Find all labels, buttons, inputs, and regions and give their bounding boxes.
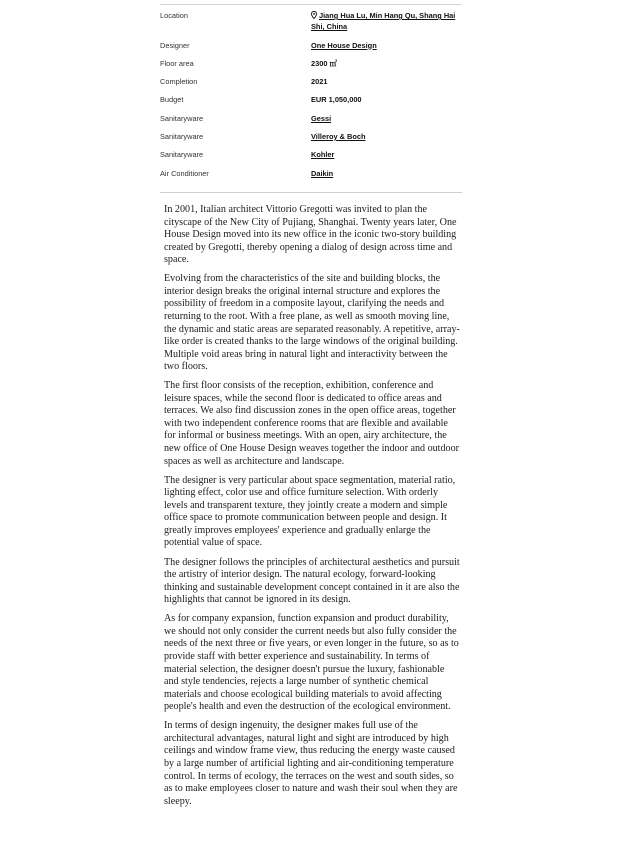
spec-value [311, 149, 462, 160]
article-paragraph: In 2001, Italian architect Vittorio Gregotti was invited to plan the cityscape of the New City of Pujiang, Shanghai. Twenty years later, One House Design moved into its new office in the iconic two-story building created by Gregotti, thereby opening a dialog of design across time and space. [164, 204, 457, 266]
spec-label: Floor area [160, 58, 194, 68]
spec-label: Sanitaryware [160, 113, 204, 123]
article-paragraph: Evolving from the characteristics of the site and building blocks, the interior design breaks the original internal structure and explores the possibility of freedom in a composite layout, clarifying the needs and returning to the root. With a free plane, as well as smooth moving line, the dynamic and static areas are separated reasonably. A repetitive, array-like order is created thanks to the large windows of the original building. Multiple void areas bring in natural light and interactivity between the two floors. [164, 273, 460, 373]
spec-label: Designer [160, 40, 190, 50]
location-link[interactable]: Jiang Hua Lu, Min Hang Qu, Shang Hai Shi, China [311, 11, 456, 31]
spec-row-sanitaryware [160, 113, 462, 124]
spec-row-sanitaryware [160, 131, 462, 142]
article-paragraph: As for company expansion, function expansion and product durability, we should not only consider the current needs but also fully consider the needs of the next three or five years, or even longer in the future, so as to provide staff with better experience and sustainability. In terms of material selection, the designer doesn't pursue the luxury, fashionable and style tendencies, rejects a large number of synthetic chemical materials and choose ecological building materials to avoid affecting people's health and even the destruction of the ecological environment. [164, 613, 459, 713]
top-divider [160, 4, 462, 5]
spec-label: Completion [160, 77, 198, 87]
spec-label: Location [160, 11, 188, 20]
spec-row-sanitaryware [160, 149, 462, 160]
gessi-link[interactable]: Gessi [311, 113, 332, 123]
article-paragraph: The first floor consists of the reception, exhibition, conference and leisure spaces, while the second floor is dedicated to office areas and terraces. We also find discussion zones in the open office areas, together with two independent conference rooms that are flexible and available for informal or business meetings. With an open, airy architecture, the new office of One House Design weaves together the indoor and outdoor spaces as well as architecture and landscape. [164, 380, 459, 467]
villeroy-boch-link[interactable]: Villeroy & Boch [311, 131, 366, 141]
spec-row-designer [160, 40, 462, 51]
article-paragraph: The designer is very particular about space segmentation, material ratio, lighting effect, color use and office furniture selection. With orderly levels and transparent texture, they jointly create a modern and simple office space to promote communication between people and design. It greatly improves employees' experience and gradually enlarge the potential value of space. [164, 474, 456, 549]
spec-value: 2300 ㎡ [311, 58, 337, 68]
spec-row-budget [160, 94, 462, 105]
spec-row-floor-area [160, 58, 462, 69]
article-body [164, 204, 460, 815]
spec-value [311, 40, 462, 51]
spec-row-location [160, 10, 462, 32]
article-paragraph: The designer follows the principles of architectural aesthetics and pursuit the artistry of interior design. The natural ecology, forward-looking thinking and sustainable development concept contained in it are also the highlights that cannot be ignored in its design. [164, 556, 460, 606]
spec-value [311, 10, 462, 32]
daikin-link[interactable]: Daikin [311, 168, 334, 178]
spec-value [311, 113, 462, 124]
kohler-link[interactable]: Kohler [311, 150, 335, 160]
spec-value [311, 168, 462, 179]
spec-label: Sanitaryware [160, 131, 204, 141]
spec-row-completion [160, 76, 462, 87]
article-paragraph: In terms of design ingenuity, the designer makes full use of the architectural advantages, natural light and sight are introduced by high ceilings and window frame view, thus reducing the energy waste caused by a large number of artificial lighting and air-conditioning temperature control. In terms of ecology, the terraces on the west and south sides, so as to make employees closer to nature and wash their soul when they are sleepy. [164, 720, 458, 807]
spec-row-air-conditioner [160, 168, 462, 179]
spec-label: Air Conditioner [160, 168, 209, 178]
spec-value: EUR 1,050,000 [311, 95, 362, 105]
spec-value: 2021 [311, 77, 328, 87]
section-divider [160, 192, 462, 193]
project-specs [160, 10, 462, 179]
spec-value [311, 131, 462, 142]
spec-label: Sanitaryware [160, 150, 204, 160]
designer-link[interactable]: One House Design [311, 40, 377, 50]
spec-label: Budget [160, 95, 184, 105]
location-pin-icon [311, 11, 317, 19]
